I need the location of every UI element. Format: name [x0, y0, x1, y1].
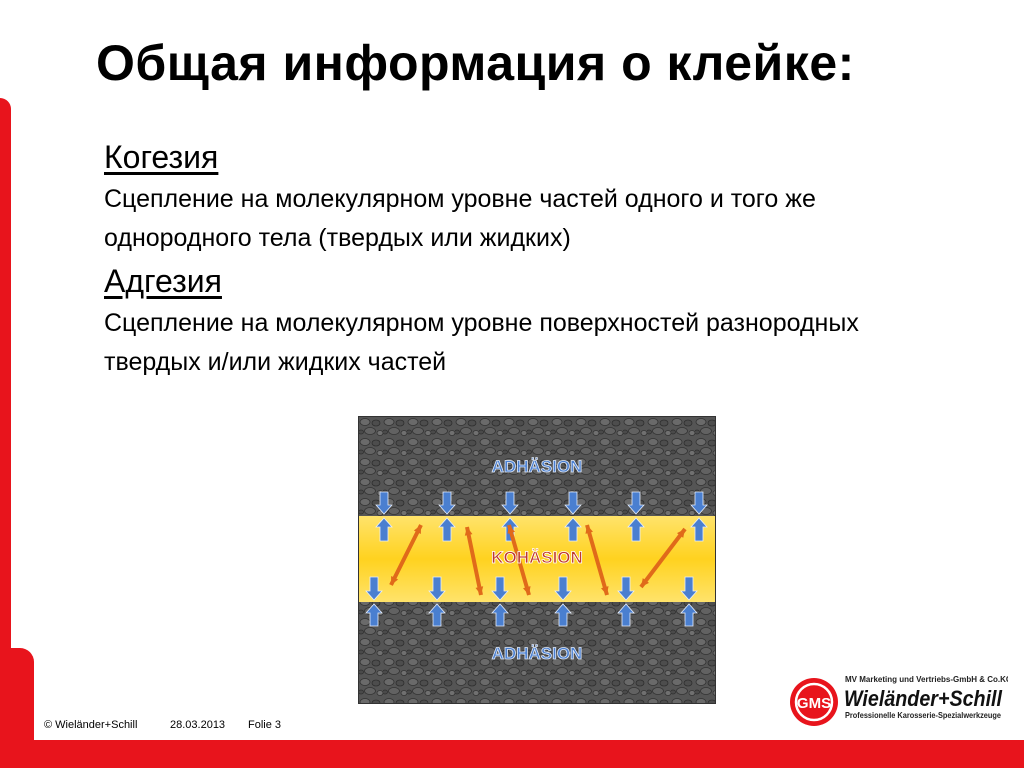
section-heading: Когезия	[104, 139, 219, 175]
footer-date: 28.03.2013	[170, 719, 226, 731]
illustration-svg	[359, 417, 715, 703]
logo-svg	[788, 672, 1008, 730]
footer-slide-number: Folie 3	[248, 719, 282, 731]
left-accent-band-lower	[0, 648, 34, 740]
logo-mark-letters: GMS	[796, 695, 832, 712]
section-heading: Адгезия	[104, 263, 222, 299]
logo-top-line: MV Marketing und Vertriebs-GmbH & Co.KG	[845, 675, 1008, 684]
logo-tagline: Professionelle Karosserie-Spezialwerkzeuge	[845, 710, 1002, 720]
company-logo	[788, 672, 1008, 730]
adhesion-label-top: ADHÄSION	[491, 457, 583, 476]
slide-title: Общая информация о клейке:	[96, 35, 855, 91]
footer-copyright: © Wieländer+Schill	[44, 719, 138, 731]
left-accent-band	[0, 98, 11, 658]
logo-brand-name: Wieländer+Schill	[844, 686, 1003, 711]
adhesion-cohesion-illustration	[358, 416, 716, 704]
slide-content	[104, 134, 924, 382]
section-cohesion	[104, 134, 924, 258]
section-text: Сцепление на молекулярном уровне поверхностей разнородных твердых и/или жидких частей	[104, 309, 859, 376]
section-adhesion	[104, 258, 924, 382]
adhesion-label-bottom: ADHÄSION	[491, 644, 583, 663]
bottom-accent-band	[0, 740, 1024, 768]
cohesion-label: KOHÄSION	[491, 548, 583, 567]
section-text: Сцепление на молекулярном уровне частей одного и того же однородного тела (твердых или жидких)	[104, 185, 816, 252]
